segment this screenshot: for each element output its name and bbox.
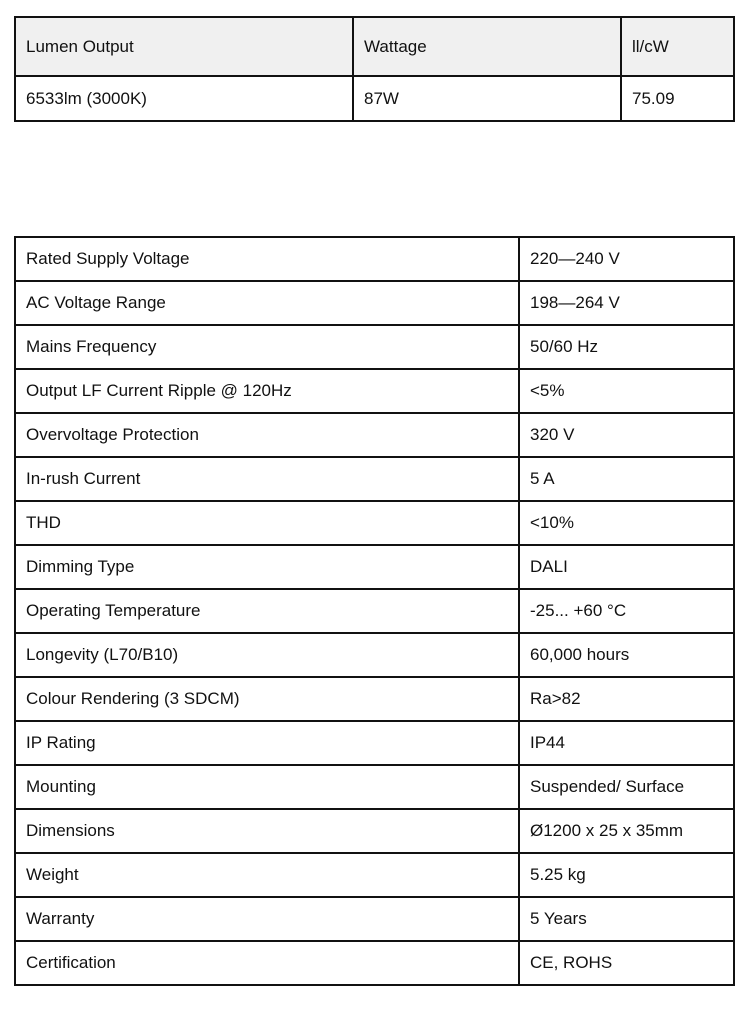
spec-value: 60,000 hours bbox=[519, 633, 734, 677]
spec-value: DALI bbox=[519, 545, 734, 589]
spec-value: IP44 bbox=[519, 721, 734, 765]
spec-label: Mounting bbox=[15, 765, 519, 809]
spec-label: IP Rating bbox=[15, 721, 519, 765]
spec-label: Rated Supply Voltage bbox=[15, 237, 519, 281]
spec-label: In-rush Current bbox=[15, 457, 519, 501]
spec-row bbox=[15, 589, 734, 633]
spec-value: -25... +60 °C bbox=[519, 589, 734, 633]
spec-label: Mains Frequency bbox=[15, 325, 519, 369]
spec-label: Overvoltage Protection bbox=[15, 413, 519, 457]
spec-row bbox=[15, 633, 734, 677]
spec-label: Output LF Current Ripple @ 120Hz bbox=[15, 369, 519, 413]
spec-value: 50/60 Hz bbox=[519, 325, 734, 369]
spec-label: Weight bbox=[15, 853, 519, 897]
spec-row bbox=[15, 853, 734, 897]
lumen-output-value: 6533lm (3000K) bbox=[15, 76, 353, 121]
header-lumen-output: Lumen Output bbox=[15, 17, 353, 76]
spec-row bbox=[15, 941, 734, 985]
spec-label: AC Voltage Range bbox=[15, 281, 519, 325]
spec-label: Certification bbox=[15, 941, 519, 985]
spec-label: THD bbox=[15, 501, 519, 545]
spec-label: Longevity (L70/B10) bbox=[15, 633, 519, 677]
spec-value: <5% bbox=[519, 369, 734, 413]
spec-row bbox=[15, 721, 734, 765]
spec-row bbox=[15, 897, 734, 941]
spec-label: Operating Temperature bbox=[15, 589, 519, 633]
summary-table bbox=[14, 16, 735, 122]
spec-row bbox=[15, 765, 734, 809]
spec-value: 220—240 V bbox=[519, 237, 734, 281]
spec-label: Warranty bbox=[15, 897, 519, 941]
spec-label: Dimensions bbox=[15, 809, 519, 853]
wattage-value: 87W bbox=[353, 76, 621, 121]
specs-table bbox=[14, 236, 735, 986]
spec-value: 5 Years bbox=[519, 897, 734, 941]
spec-value: Ra>82 bbox=[519, 677, 734, 721]
spec-row bbox=[15, 281, 734, 325]
spec-row bbox=[15, 237, 734, 281]
spec-row bbox=[15, 369, 734, 413]
specs-body bbox=[15, 237, 734, 985]
spec-row bbox=[15, 545, 734, 589]
header-efficacy: ll/cW bbox=[621, 17, 734, 76]
spec-row bbox=[15, 809, 734, 853]
spec-row bbox=[15, 325, 734, 369]
spec-value: 5.25 kg bbox=[519, 853, 734, 897]
spec-label: Colour Rendering (3 SDCM) bbox=[15, 677, 519, 721]
header-wattage: Wattage bbox=[353, 17, 621, 76]
spec-row bbox=[15, 457, 734, 501]
efficacy-value: 75.09 bbox=[621, 76, 734, 121]
spec-value: CE, ROHS bbox=[519, 941, 734, 985]
summary-header-row bbox=[15, 17, 734, 76]
spec-value: Suspended/ Surface bbox=[519, 765, 734, 809]
spec-value: 198—264 V bbox=[519, 281, 734, 325]
spec-label: Dimming Type bbox=[15, 545, 519, 589]
spec-row bbox=[15, 413, 734, 457]
spec-row bbox=[15, 501, 734, 545]
summary-data-row bbox=[15, 76, 734, 121]
spec-value: Ø1200 x 25 x 35mm bbox=[519, 809, 734, 853]
spec-row bbox=[15, 677, 734, 721]
spec-value: <10% bbox=[519, 501, 734, 545]
spec-value: 320 V bbox=[519, 413, 734, 457]
spec-value: 5 A bbox=[519, 457, 734, 501]
